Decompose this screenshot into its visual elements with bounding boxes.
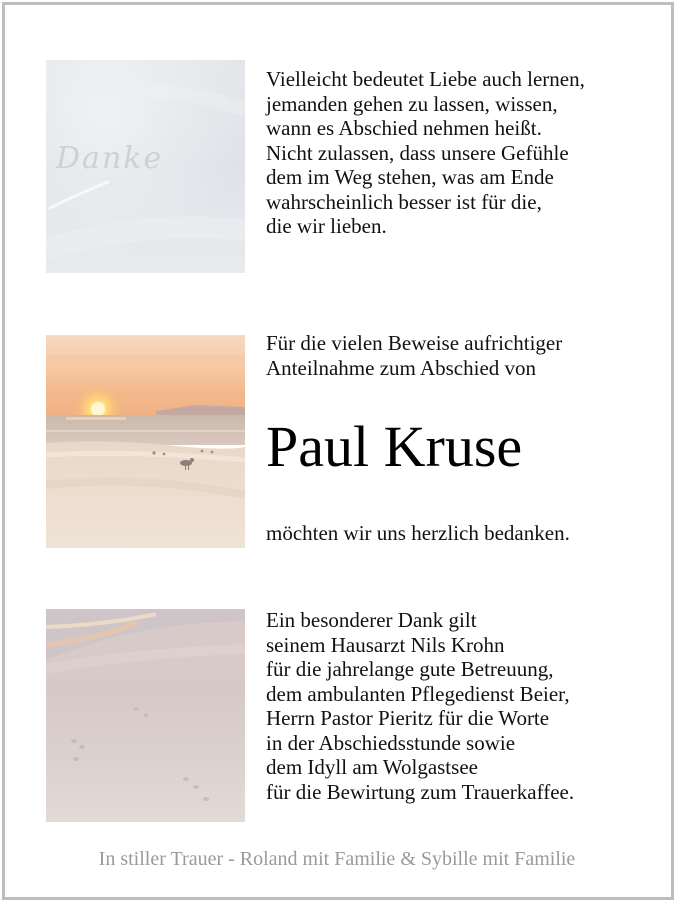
sky-danke-photo: [46, 60, 245, 273]
intro-text: [266, 331, 562, 380]
poem-line: wann es Abschied nehmen heißt.: [266, 116, 542, 140]
special-thanks-line: für die Bewirtung zum Trauerkaffee.: [266, 779, 575, 804]
poem-line: jemanden gehen zu lassen, wissen,: [266, 91, 558, 116]
special-thanks-line: für die jahrelange gute Betreuung,: [266, 657, 554, 681]
sunset-beach-photo: [46, 335, 245, 548]
intro-line: Anteilnahme zum Abschied von: [266, 355, 537, 380]
poem-line: Vielleicht bedeutet Liebe auch lernen,: [266, 67, 585, 91]
intro-line: Für die vielen Beweise aufrichtiger: [266, 331, 563, 355]
special-thanks-line: seinem Hausarzt Nils Krohn: [266, 632, 505, 657]
thanks-line: möchten wir uns herzlich bedanken.: [266, 521, 570, 545]
danke-skywriting: Danke: [56, 141, 164, 176]
special-thanks-line: in der Abschiedsstunde sowie: [266, 730, 516, 755]
signature-footer: In stiller Trauer - Roland mit Familie & Sybille mit Familie: [98, 848, 576, 870]
special-thanks-line: dem Idyll am Wolgastsee: [266, 755, 478, 779]
special-thanks-line: Ein besonderer Dank gilt: [266, 608, 477, 632]
poem-line: Nicht zulassen, dass unsere Gefühle: [266, 140, 569, 165]
poem-line: wahrscheinlich besser ist für die,: [266, 189, 542, 214]
poem-line: dem im Weg stehen, was am Ende: [266, 165, 554, 189]
deceased-name: Paul Kruse: [266, 414, 523, 479]
poem-text: [266, 67, 585, 239]
poem-line: die wir lieben.: [266, 214, 387, 238]
beach-sand-photo: [46, 609, 245, 822]
thanks-text: [266, 521, 570, 546]
special-thanks-line: dem ambulanten Pflegedienst Beier,: [266, 681, 570, 706]
special-thanks-line: Herrn Pastor Pieritz für die Worte: [266, 706, 550, 730]
special-thanks-text: [266, 608, 574, 804]
